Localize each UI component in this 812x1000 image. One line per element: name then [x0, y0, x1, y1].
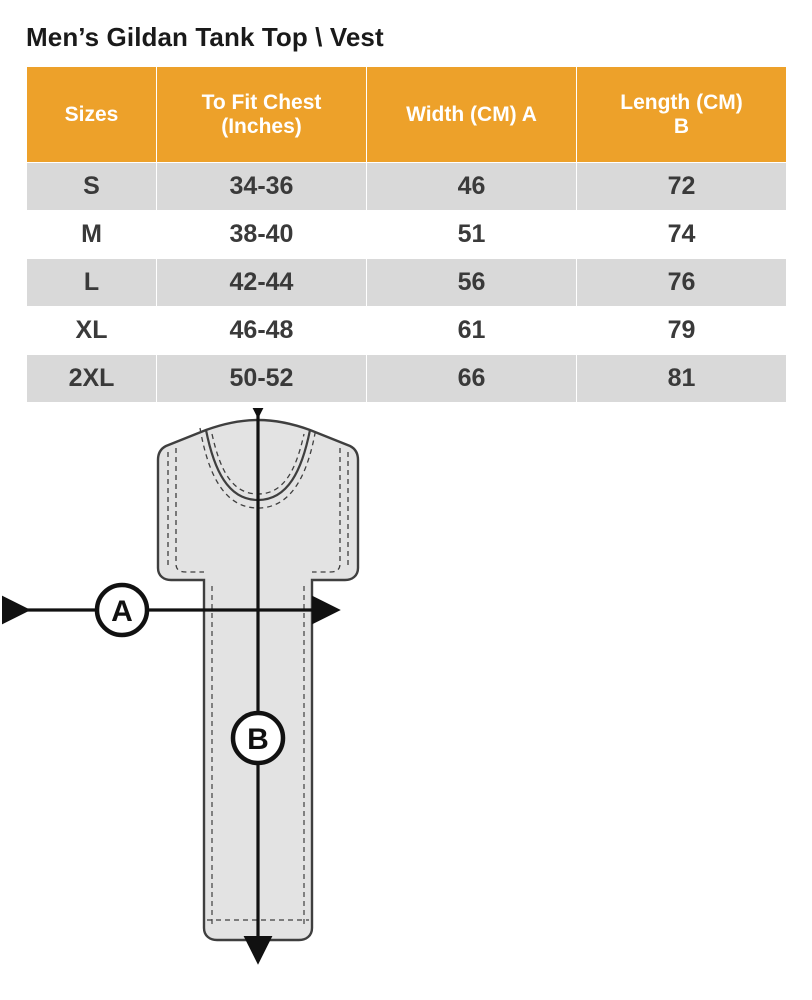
- column-header-width-label: Width (CM) A: [406, 102, 537, 126]
- cell-length: 74: [577, 211, 787, 259]
- table-row: [27, 211, 787, 259]
- table-header: [27, 67, 787, 163]
- table-row: [27, 163, 787, 211]
- cell-length: 72: [577, 163, 787, 211]
- cell-width: 46: [367, 163, 577, 211]
- cell-length: 81: [577, 355, 787, 403]
- column-header-chest-line1: To Fit Chest: [201, 90, 322, 114]
- table-body: [27, 163, 787, 403]
- page-title: Men’s Gildan Tank Top \ Vest: [26, 22, 384, 52]
- table-row: [27, 259, 787, 307]
- cell-width: 51: [367, 211, 577, 259]
- size-chart-table: [26, 66, 787, 403]
- cell-size: XL: [27, 307, 157, 355]
- column-header-chest: [157, 67, 367, 163]
- cell-chest: 34-36: [157, 163, 367, 211]
- cell-width: 66: [367, 355, 577, 403]
- table-row: [27, 307, 787, 355]
- column-header-length-line2: B: [673, 114, 690, 138]
- cell-size: 2XL: [27, 355, 157, 403]
- table-header-row: [27, 67, 787, 163]
- column-header-length-line1: Length (CM): [620, 90, 743, 114]
- cell-chest: 42-44: [157, 259, 367, 307]
- column-header-sizes-label: Sizes: [64, 102, 119, 126]
- table-row: [27, 355, 787, 403]
- cell-chest: 38-40: [157, 211, 367, 259]
- garment-diagram: [0, 408, 812, 1000]
- cell-chest: 46-48: [157, 307, 367, 355]
- cell-size: L: [27, 259, 157, 307]
- cell-length: 76: [577, 259, 787, 307]
- column-header-width: [367, 67, 577, 163]
- column-header-chest-line2: (Inches): [221, 114, 302, 138]
- cell-size: S: [27, 163, 157, 211]
- label-b-text: B: [247, 723, 269, 756]
- cell-size: M: [27, 211, 157, 259]
- cell-length: 79: [577, 307, 787, 355]
- cell-width: 61: [367, 307, 577, 355]
- cell-width: 56: [367, 259, 577, 307]
- cell-chest: 50-52: [157, 355, 367, 403]
- label-a-text: A: [111, 595, 133, 628]
- column-header-sizes: [27, 67, 157, 163]
- column-header-length: [577, 67, 787, 163]
